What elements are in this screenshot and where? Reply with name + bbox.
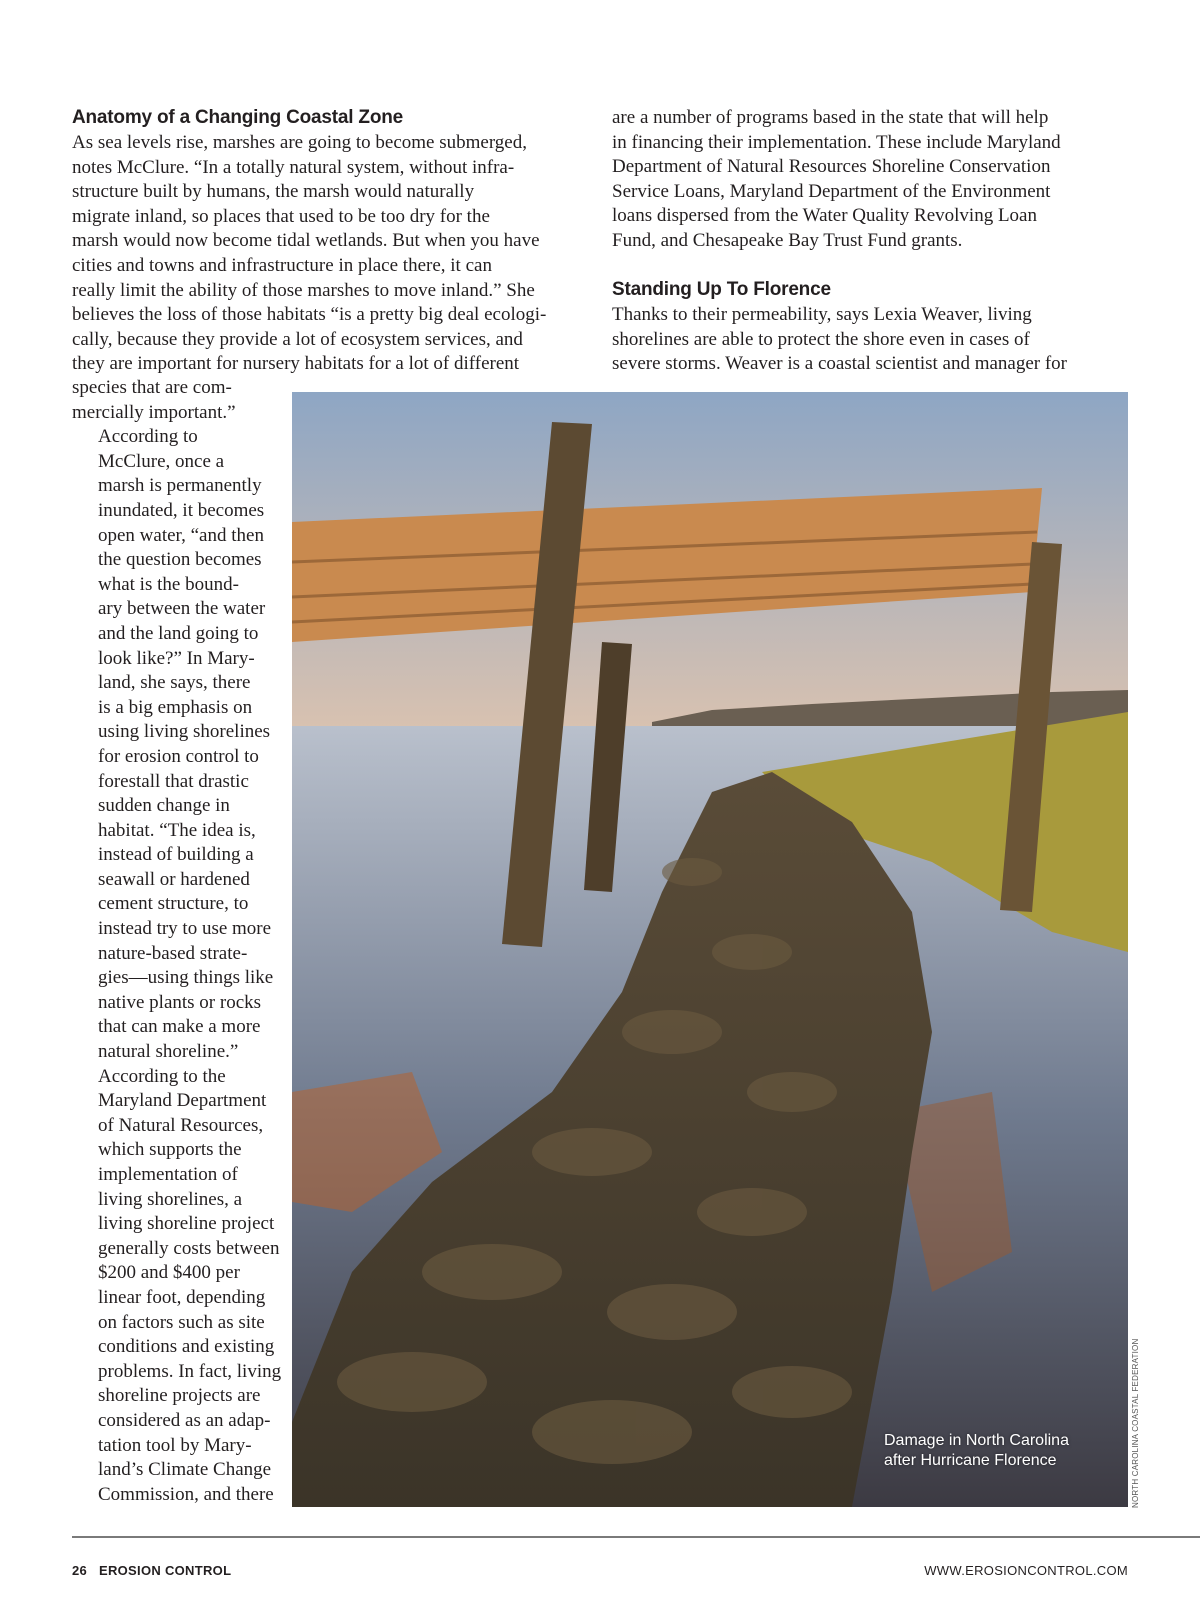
text-line: on factors such as site [98,1311,265,1333]
text-line: According to [98,426,198,448]
text-line: nature-based strate- [98,942,248,964]
text-line: believes the loss of those habitats “is a pretty big deal ecologi- [72,304,547,326]
photo-oyster-shoreline [292,392,1128,1507]
text-line: habitat. “The idea is, [98,819,256,841]
text-line: what is the bound- [98,573,239,595]
text-line: cally, because they provide a lot of ecosystem services, and [72,328,523,350]
publication-name: EROSION CONTROL [98,1563,232,1578]
text-line: problems. In fact, living [98,1360,282,1382]
page-number: 26 [72,1563,88,1578]
text-line: the question becomes [98,549,262,571]
text-line: are a number of programs based in the state that will help [612,107,1049,128]
footer-website: WWW.EROSIONCONTROL.COM [924,1563,1128,1578]
paragraph [72,425,282,1064]
text-line: Commission, and there [98,1483,274,1505]
text-line: really limit the ability of those marshes to move inland.” She [72,279,535,301]
column-1-text-narrow [72,376,282,1507]
text-line: gies—using things like [98,967,274,989]
text-line: shoreline projects are [98,1385,261,1407]
text-line: mercially important.” [72,401,236,423]
text-line: conditions and existing [98,1336,275,1358]
text-line: look like?” In Mary- [98,647,255,669]
text-line: implementation of [98,1164,238,1185]
text-line: living shoreline project [98,1213,275,1235]
photo-caption [884,1431,1094,1471]
text-line: instead of building a [98,844,254,866]
text-line: of Natural Resources, [98,1114,264,1136]
text-line: they are important for nursery habitats for a lot of different [72,353,520,375]
text-line: land, she says, there [98,672,251,694]
section-heading-anatomy: Anatomy of a Changing Coastal Zone [72,107,403,128]
text-line: As sea levels rise, marshes are going to become submerged, [72,132,527,153]
text-line: structure built by humans, the marsh would naturally [72,181,475,203]
text-line: Fund, and Chesapeake Bay Trust Fund grants. [612,229,963,251]
text-line: McClure, once a [98,450,225,472]
text-line: land’s Climate Change [98,1459,272,1481]
footer-folio [72,1563,231,1578]
text-line: Service Loans, Maryland Department of the Environment [612,180,1051,202]
text-line: native plants or rocks [98,991,262,1013]
text-line: Maryland Department [98,1090,267,1112]
text-line: species that are com- [72,377,232,398]
column-2-text-bottom [612,303,1132,377]
text-line: $200 and $400 per [98,1262,240,1284]
text-line: sudden change in [98,795,230,817]
text-line: generally costs between [98,1237,280,1259]
text-line: tation tool by Mary- [98,1434,252,1456]
paragraph [72,1065,282,1508]
text-line: is a big emphasis on [98,696,253,718]
text-line: cities and towns and infrastructure in place there, it can [72,254,492,276]
column-2-text-top [612,106,1132,254]
text-line: open water, “and then [98,524,264,546]
text-line: ary between the water [98,598,266,620]
caption-line: Damage in North Carolina [884,1432,1069,1449]
column-1-text-top [72,131,590,377]
text-line: inundated, it becomes [98,499,265,521]
text-line: for erosion control to [98,745,259,767]
text-line: seawall or hardened [98,868,250,890]
text-line: According to the [98,1065,226,1087]
text-line: cement structure, to [98,893,249,915]
text-line: notes McClure. “In a totally natural system, without infra- [72,156,515,178]
text-line: Thanks to their permeability, says Lexia Weaver, living [612,304,1032,325]
text-line: marsh is permanently [98,475,262,497]
text-line: Department of Natural Resources Shoreline Conservation [612,156,1051,178]
text-line: forestall that drastic [98,770,249,792]
text-line: living shorelines, a [98,1188,243,1210]
photo-illustration [292,392,1128,1507]
text-line: that can make a more [98,1016,261,1038]
text-line: shorelines are able to protect the shore even in cases of [612,328,1030,350]
text-line: instead try to use more [98,918,272,940]
text-line: considered as an adap- [98,1409,271,1431]
text-line: loans dispersed from the Water Quality Revolving Loan [612,205,1037,227]
text-line: and the land going to [98,622,259,644]
text-line: natural shoreline.” [98,1041,239,1063]
caption-line: after Hurricane Florence [884,1452,1057,1469]
text-line: in financing their implementation. These include Maryland [612,131,1061,153]
text-line: which supports the [98,1139,242,1161]
text-line: using living shorelines [98,721,271,743]
text-line: severe storms. Weaver is a coastal scientist and manager for [612,353,1068,375]
footer-divider [72,1536,1200,1538]
text-line: migrate inland, so places that used to be too dry for the [72,205,490,227]
section-heading-florence: Standing Up To Florence [612,279,831,300]
photo-credit: NORTH CAROLINA COASTAL FEDERATION [1131,1338,1140,1508]
paragraph [72,376,282,425]
text-line: linear foot, depending [98,1286,266,1308]
text-line: marsh would now become tidal wetlands. But when you have [72,230,540,252]
